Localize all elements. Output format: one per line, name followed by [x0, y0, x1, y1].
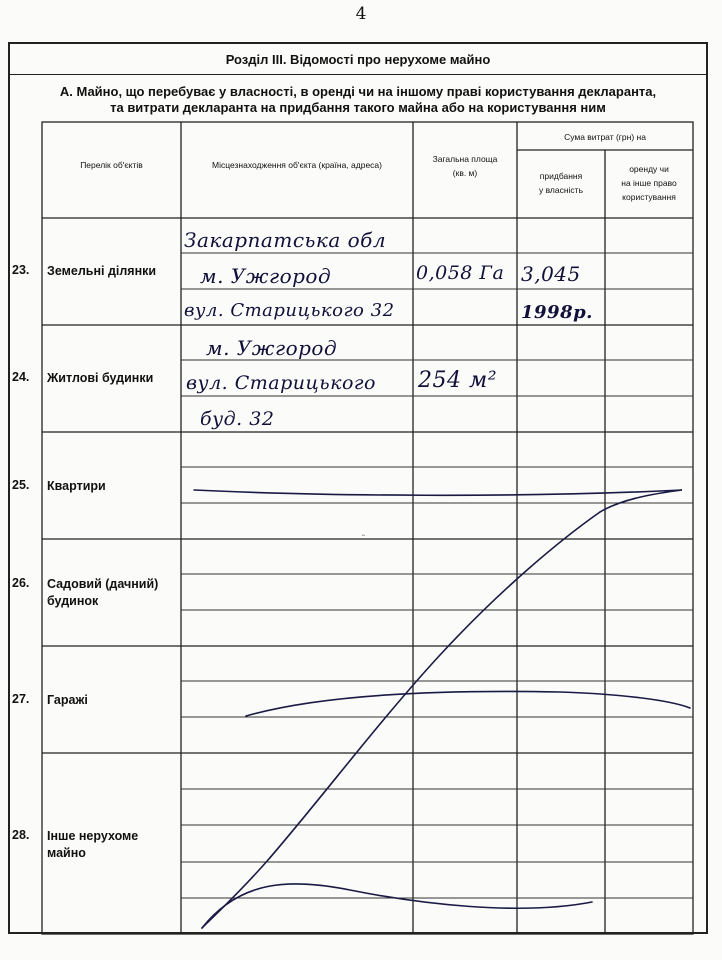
- row-number: 24.: [12, 370, 30, 384]
- header-rent-line-3: користування: [622, 192, 676, 202]
- handwritten-house-location-line-1: м. Ужгород: [206, 336, 338, 360]
- row-number: 28.: [12, 828, 30, 842]
- handwritten-house-area: 254 м²: [418, 368, 498, 393]
- strike-line-apartments: [194, 490, 682, 512]
- handwritten-land-location-line-2: м. Ужгород: [200, 264, 332, 288]
- page-number: 4: [355, 4, 367, 24]
- row-label-other-property: Інше нерухоме майно: [47, 829, 139, 860]
- handwritten-house-location-line-2: вул. Старицького: [186, 372, 376, 394]
- header-area-line-1: Загальна площа: [432, 154, 498, 164]
- header-area-line-2: (кв. м): [452, 168, 478, 178]
- handwritten-land-location-line-1: Закарпатська обл: [184, 228, 387, 252]
- header-purchase-line-1: придбання: [539, 171, 583, 181]
- handwritten-house-location-line-3: буд. 32: [200, 408, 275, 430]
- row-number: 25.: [12, 478, 30, 492]
- scan-speck-mark: ˵: [362, 530, 365, 539]
- header-expenses: Сума витрат (грн) на: [564, 132, 646, 142]
- handwritten-land-purchase-year: 1998р.: [521, 302, 593, 323]
- header-location: Місцезнаходження об'єкта (країна, адреса): [212, 160, 382, 170]
- handwritten-land-purchase-amount: 3,045: [521, 262, 581, 286]
- row-label-houses: Житлові будинки: [47, 371, 154, 385]
- header-rent-line-2: на інше право: [621, 178, 677, 188]
- strike-line-other-property: [202, 884, 592, 928]
- row-number: 27.: [12, 692, 30, 706]
- section-title: Розділ ІІІ. Відомості про нерухоме майно: [10, 44, 706, 75]
- subsection-title-line-1: А. Майно, що перебуває у власності, в оренді чи на іншому праві користування декларанта,: [59, 84, 657, 99]
- header-purchase-line-2: у власність: [538, 185, 584, 195]
- row-label-garages: Гаражі: [47, 693, 88, 707]
- strike-line-diagonal: [202, 512, 600, 928]
- row-number: 26.: [12, 576, 30, 590]
- header-objects: Перелік об'єктів: [80, 160, 143, 170]
- row-label-cottage: Садовий (дачний) будинок: [47, 577, 159, 608]
- subsection-title-line-2: та витрати декларанта на придбання такого майна або на користування ним: [110, 100, 606, 115]
- handwritten-land-area: 0,058 Га: [416, 262, 505, 284]
- strike-line-garages: [246, 691, 690, 716]
- row-label-land: Земельні ділянки: [47, 264, 157, 278]
- handwritten-land-location-line-3: вул. Старицького 32: [184, 300, 395, 321]
- row-label-apartments: Квартири: [47, 479, 106, 493]
- row-number: 23.: [12, 263, 30, 277]
- header-rent-line-1: оренду чи: [629, 164, 669, 174]
